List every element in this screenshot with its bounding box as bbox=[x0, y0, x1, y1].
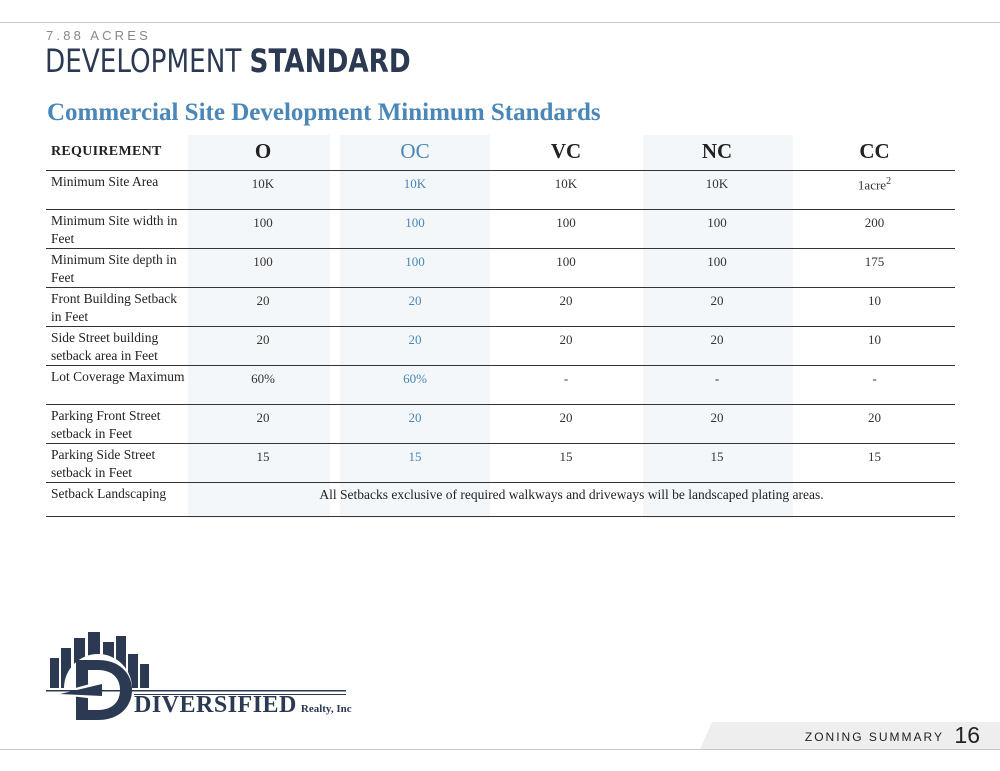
value-o: 20 bbox=[256, 410, 270, 425]
table-row bbox=[46, 444, 955, 483]
requirement-label: Front Building Setback in Feet bbox=[51, 291, 177, 324]
value-oc: 60% bbox=[403, 371, 427, 386]
value-nc: 20 bbox=[710, 293, 724, 308]
value-cc: 200 bbox=[864, 215, 885, 230]
value-o: 100 bbox=[253, 254, 273, 269]
table-row-landscaping bbox=[46, 483, 955, 517]
value-vc: 100 bbox=[556, 215, 576, 230]
requirement-label: Side Street building setback area in Feet bbox=[51, 330, 159, 363]
logo-name: DIVERSIFIED bbox=[134, 692, 297, 718]
footnote-marker: 2 bbox=[886, 176, 892, 187]
column-header-vc: VC bbox=[550, 139, 582, 163]
requirement-label: Lot Coverage Maximum bbox=[51, 369, 185, 384]
value-nc: 20 bbox=[710, 332, 724, 347]
requirement-label: Parking Front Street setback in Feet bbox=[51, 408, 161, 441]
footer-rule bbox=[0, 749, 1000, 750]
table-row bbox=[46, 210, 955, 249]
page-title-light: DEVELOPMENT bbox=[45, 42, 242, 80]
value-cc: 15 bbox=[868, 449, 881, 464]
top-rule bbox=[0, 22, 1000, 23]
value-vc: 20 bbox=[559, 293, 573, 308]
logo-wordmark bbox=[134, 692, 352, 719]
requirement-label: Parking Side Street setback in Feet bbox=[51, 447, 156, 480]
value-vc: 100 bbox=[556, 254, 576, 269]
requirement-header: REQUIREMENT bbox=[51, 144, 162, 159]
column-header-nc: NC bbox=[701, 139, 733, 163]
value-o: 15 bbox=[256, 449, 270, 464]
table-row bbox=[46, 288, 955, 327]
value-o: 20 bbox=[256, 293, 270, 308]
value-oc: 100 bbox=[405, 254, 425, 269]
value-vc: 20 bbox=[559, 332, 573, 347]
value-nc: 100 bbox=[707, 215, 727, 230]
table-row bbox=[46, 405, 955, 444]
page-title-bold: STANDARD bbox=[249, 42, 411, 80]
value-vc: - bbox=[563, 371, 569, 386]
value-o: 100 bbox=[253, 215, 273, 230]
table-header-row bbox=[46, 135, 955, 171]
value-o: 20 bbox=[256, 332, 270, 347]
value-oc: 100 bbox=[405, 215, 425, 230]
value-cc: 20 bbox=[868, 410, 881, 425]
value-cc-text: 1acre bbox=[857, 177, 887, 193]
value-cc: 10 bbox=[868, 332, 881, 347]
value-oc: 20 bbox=[408, 332, 422, 347]
value-vc: 20 bbox=[559, 410, 573, 425]
requirement-label: Minimum Site depth in Feet bbox=[51, 252, 177, 285]
value-oc: 20 bbox=[408, 293, 422, 308]
value-cc: 175 bbox=[864, 254, 885, 269]
value-cc bbox=[794, 176, 955, 193]
value-nc: 15 bbox=[710, 449, 724, 464]
value-nc: 10K bbox=[705, 176, 729, 191]
value-nc: 100 bbox=[707, 254, 727, 269]
value-oc: 20 bbox=[408, 410, 422, 425]
section-title: Commercial Site Development Minimum Standards bbox=[47, 99, 601, 126]
value-vc: 15 bbox=[559, 449, 573, 464]
value-cc: 10 bbox=[868, 293, 881, 308]
value-cc: - bbox=[872, 371, 877, 386]
value-o: 10K bbox=[251, 176, 275, 191]
value-nc: - bbox=[714, 371, 720, 386]
column-header-oc: OC bbox=[400, 139, 430, 163]
column-header-cc: CC bbox=[859, 139, 890, 163]
page-number: 16 bbox=[954, 722, 980, 748]
standards-table bbox=[46, 135, 955, 517]
table-row bbox=[46, 249, 955, 288]
company-logo bbox=[46, 630, 356, 726]
requirement-label: Setback Landscaping bbox=[51, 486, 167, 501]
value-oc: 10K bbox=[403, 176, 427, 191]
acreage-label: 7.88 ACRES bbox=[46, 28, 151, 43]
page-title bbox=[45, 42, 411, 80]
landscaping-note: All Setbacks exclusive of required walkways and driveways will be landscaped plating areas. bbox=[319, 487, 824, 502]
requirement-label: Minimum Site Area bbox=[51, 174, 159, 189]
value-o: 60% bbox=[251, 371, 275, 386]
value-vc: 10K bbox=[554, 176, 578, 191]
footer-section-label: ZONING SUMMARY bbox=[804, 730, 944, 744]
logo-suffix: Realty, Inc bbox=[300, 703, 352, 715]
value-nc: 20 bbox=[710, 410, 724, 425]
table-row bbox=[46, 171, 955, 210]
value-oc: 15 bbox=[408, 449, 422, 464]
table-row bbox=[46, 366, 955, 405]
table-row bbox=[46, 327, 955, 366]
column-header-o: O bbox=[254, 139, 272, 163]
requirement-label: Minimum Site width in Feet bbox=[51, 213, 178, 246]
